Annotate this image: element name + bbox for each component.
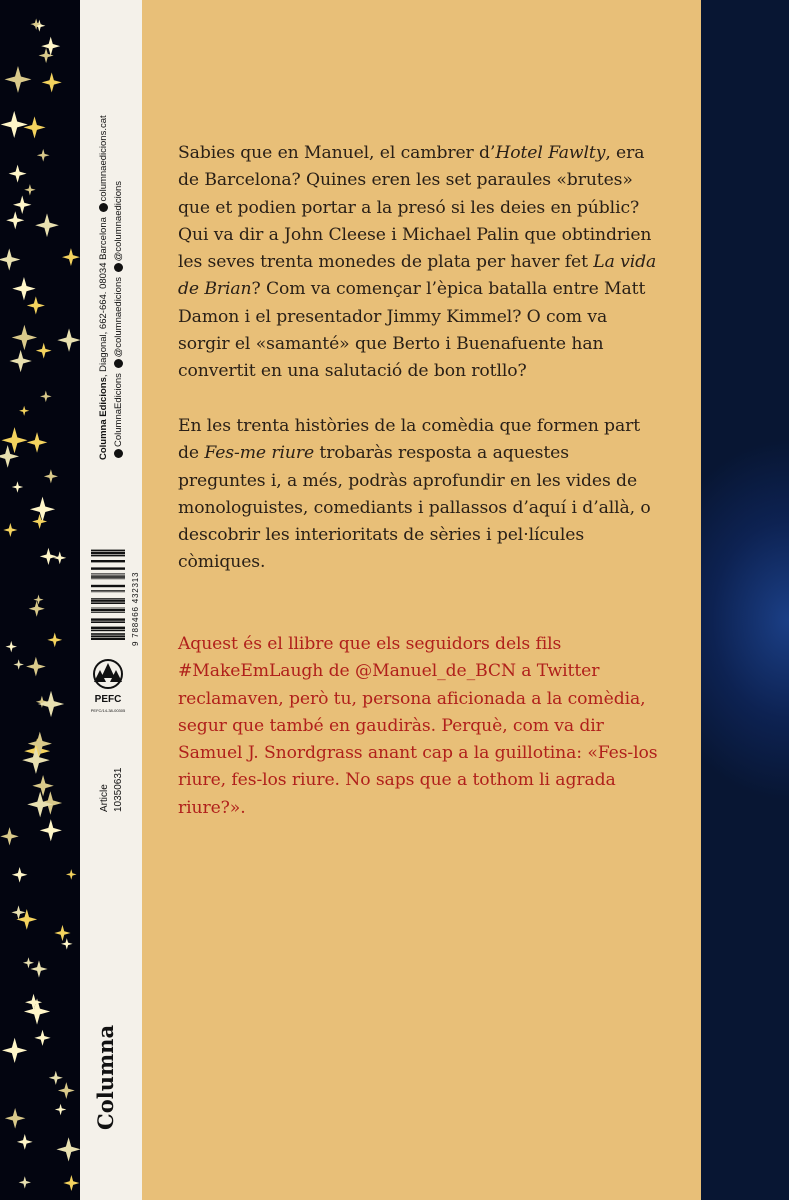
star-icon	[6, 641, 17, 652]
star-icon	[62, 248, 80, 266]
star-icon	[38, 691, 64, 717]
facebook-handle[interactable]: ColumnaEdicions	[113, 373, 124, 447]
star-icon	[49, 1071, 63, 1085]
pefc-tree-logo-icon	[88, 658, 128, 720]
star-icon	[17, 1134, 33, 1150]
hotel-fawlty-title: Hotel Fawlty	[495, 143, 606, 163]
barcode-bar	[91, 612, 125, 613]
barcode-bar	[91, 573, 125, 574]
star-icon	[27, 296, 45, 314]
star-icon	[1, 427, 27, 453]
star-icon	[56, 1137, 80, 1161]
isbn-barcode	[91, 540, 125, 640]
facebook-icon	[114, 449, 123, 458]
star-icon	[54, 925, 70, 941]
pefc-label: PEFC	[94, 694, 122, 705]
website-icon	[99, 203, 108, 212]
fes-me-riure-title: Fes-me riure	[204, 443, 315, 464]
publisher-address-line	[98, 115, 109, 460]
star-icon	[19, 406, 29, 416]
star-icon	[13, 196, 31, 214]
star-icon	[0, 248, 20, 270]
star-icon	[47, 632, 62, 647]
blurb-panel	[142, 0, 701, 1200]
star-icon	[24, 184, 35, 195]
star-icon	[0, 445, 19, 468]
barcode-bar	[91, 609, 125, 611]
star-icon	[11, 905, 25, 919]
article-info	[98, 768, 126, 813]
barcode-bar	[91, 578, 125, 579]
barcode-bar	[91, 585, 125, 587]
la-vida-de-brian-title: La vida de Brian	[178, 252, 657, 300]
blurb-1-part-c: ? Com va començar l’èpica batalla entre Matt Damon i el presentador Jimmy Kimmel? O com va sorgir el «samanté» que Berto i Buenafuente han convertit en una salutació de bon rotllo?	[178, 279, 646, 382]
star-icon	[33, 595, 43, 605]
star-icon	[34, 1030, 50, 1046]
star-field	[0, 0, 80, 1200]
blurb-paragraph-3-highlight: Aquest és el llibre que els seguidors dels fils #MakeEmLaugh de @Manuel_de_BCN a Twitter reclamaven, però tu, persona aficionada a la comèdia, segur que també en gaudiràs. Perquè, com va dir Samuel J. Snordgrass anant cap a la guillotina: «Fes-los riure, fes-los riure. No saps que a tothom li agrada riure?».	[178, 634, 658, 818]
star-icon	[44, 469, 58, 483]
barcode-bar	[91, 576, 125, 578]
star-icon	[6, 211, 24, 229]
blurb-paragraph-2	[178, 413, 658, 577]
isbn-number: 9 788466 432313	[131, 571, 140, 646]
publisher-website[interactable]: columnaedicions.cat	[98, 115, 109, 202]
barcode-bar	[91, 627, 125, 629]
barcode-bar	[91, 621, 125, 623]
star-icon	[2, 1038, 27, 1063]
star-icon	[66, 869, 77, 880]
star-icon	[5, 66, 32, 93]
blurb-paragraph-1	[178, 140, 658, 386]
barcode-bar	[91, 633, 125, 635]
barcode-bar	[91, 618, 125, 620]
star-icon	[29, 601, 45, 617]
star-icon	[12, 867, 28, 883]
star-icon	[36, 343, 52, 359]
barcode-bar	[91, 608, 125, 609]
star-icon	[23, 957, 34, 968]
x-handle[interactable]: @columnaedicions	[113, 277, 124, 358]
star-icon	[32, 514, 47, 529]
star-icon	[42, 72, 62, 92]
barcode-bar	[91, 560, 125, 562]
barcode-bar	[91, 567, 125, 569]
star-icon	[41, 37, 60, 56]
blurb-1-part-b: , era de Barcelona? Quines eren les set paraules «brutes» que et podien portar a la presó si les deies en públic? Qui va dir a John Cleese i Michael Palin que obtindrien les seves trenta monedes de plata per haver fet	[178, 143, 652, 273]
star-icon	[9, 165, 27, 183]
blurb-2-part-a: En les trenta històries de la comèdia que formen part de	[178, 416, 641, 464]
star-icon	[57, 328, 80, 351]
barcode-bar	[91, 602, 125, 604]
star-icon	[13, 659, 24, 670]
star-icon	[37, 149, 50, 162]
star-icon	[0, 827, 18, 845]
star-icon	[53, 551, 66, 564]
barcode-bar	[91, 550, 125, 552]
starry-strip	[0, 0, 80, 1200]
pefc-code: PEFC/14-38-00305	[90, 708, 126, 713]
barcode-bar	[91, 591, 125, 592]
star-icon	[63, 1175, 79, 1191]
star-icon	[55, 1104, 67, 1116]
star-icon	[40, 391, 52, 403]
star-icon	[58, 1082, 75, 1099]
instagram-icon	[114, 263, 123, 272]
star-icon	[30, 497, 55, 522]
star-icon	[40, 819, 62, 841]
barcode-bar	[91, 630, 125, 632]
instagram-handle[interactable]: @columnaedicions	[113, 180, 124, 262]
star-icon	[27, 432, 48, 453]
star-icon	[35, 213, 59, 237]
barcode-bar	[91, 635, 125, 637]
star-icon	[26, 657, 46, 677]
barcode-bar	[91, 598, 125, 599]
publisher-logo: Columna	[93, 1024, 118, 1130]
article-number: 10350631	[113, 767, 124, 812]
star-icon	[1, 111, 28, 138]
publisher-name: Columna Edicions	[98, 377, 109, 460]
barcode-bar	[91, 599, 125, 601]
star-icon	[23, 116, 45, 138]
star-icon	[40, 548, 57, 565]
front-cover-edge	[701, 0, 789, 1200]
article-label: Article	[99, 784, 110, 812]
star-icon	[5, 1108, 26, 1129]
star-icon	[3, 523, 17, 537]
x-icon	[114, 359, 123, 368]
barcode-bar	[91, 638, 125, 640]
star-icon	[12, 277, 35, 300]
star-icon	[12, 481, 23, 492]
blurb-2-part-b: trobaràs resposta a aquestes preguntes i, a més, podràs aprofundir en les vides de monologuistes, comediants i pallassos d’aquí i d’allà, o descobrir les interioritats de sèries i pel·lícules còmiques.	[178, 443, 651, 573]
publisher-social-line	[113, 181, 124, 460]
barcode-bar	[91, 555, 125, 557]
barcode-bar	[91, 575, 125, 576]
blurb-1-part-a: Sabies que en Manuel, el cambrer d’	[178, 143, 496, 163]
star-icon	[9, 350, 31, 372]
publisher-address: , Diagonal, 662-664. 08034 Barcelona	[98, 217, 109, 378]
barcode-bar	[91, 552, 125, 554]
star-icon	[19, 1176, 31, 1188]
barcode-bar	[91, 590, 125, 591]
star-icon	[12, 325, 37, 350]
